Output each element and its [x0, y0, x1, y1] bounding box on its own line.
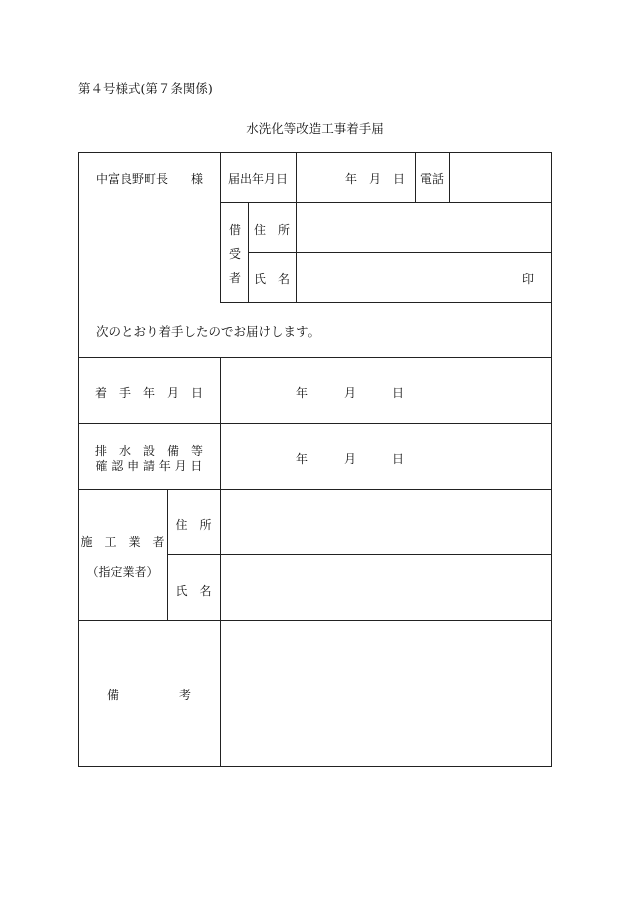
start-date-label: 着 手 年 月 日	[94, 386, 203, 400]
submission-date-label: 届出年月日	[227, 172, 288, 186]
confirmation-label-line2: 確 認 申 請 年 月 日	[95, 459, 203, 473]
borrower-label-3: 者	[229, 271, 242, 285]
form-number: 第４号様式(第７条関係)	[78, 81, 213, 96]
start-date-field[interactable]: 年 月 日	[296, 386, 405, 400]
contractor-label-line1: 施 工 業 者	[80, 535, 165, 549]
addressee-honorific: 様	[191, 172, 204, 186]
borrower-address-label: 住 所	[253, 223, 290, 237]
contractor-address-label: 住 所	[175, 518, 212, 532]
contractor-label-line2: （指定業者）	[86, 565, 159, 579]
borrower-label-2: 受	[229, 247, 242, 261]
form-title: 水洗化等改造工事着手届	[246, 121, 384, 136]
submission-date-field[interactable]: 年 月 日	[344, 172, 405, 186]
confirmation-date-field[interactable]: 年 月 日	[296, 452, 405, 466]
borrower-name-label: 氏 名	[253, 272, 290, 286]
statement-text: 次のとおり着手したのでお届けします。	[96, 324, 321, 339]
seal-mark: 印	[522, 272, 535, 286]
confirmation-label-line1: 排 水 設 備 等	[94, 444, 203, 458]
remarks-label: 備 考	[106, 688, 191, 702]
phone-label: 電話	[419, 172, 444, 186]
addressee-name: 中富良野町長	[96, 172, 169, 186]
borrower-label-1: 借	[229, 223, 242, 237]
contractor-name-label: 氏 名	[175, 584, 212, 598]
